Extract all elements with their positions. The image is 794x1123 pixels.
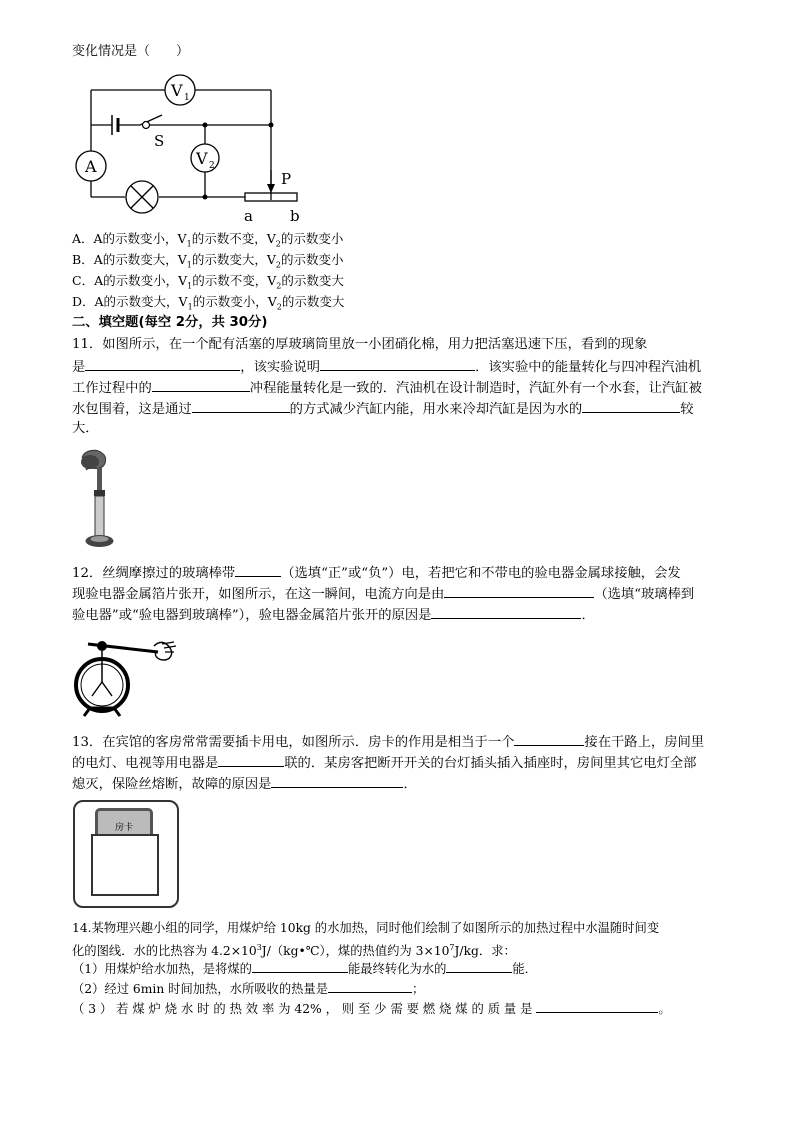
q12-line1: 12．丝绸摩擦过的玻璃棒带 （选填“正”或“负”）电，若把它和不带电的验电器金属球接触，会发 [72,562,681,584]
glass-cylinder-figure [70,448,120,553]
svg-text:2: 2 [209,161,215,171]
question-10-tail: 变化情况是（ ） [72,44,190,59]
q14-sub1: （1）用煤炉给水加热，是将煤的 能最终转化为水的 能． [72,958,537,979]
room-card: 房卡 [95,808,153,858]
q11-line2: 是 ，该实验说明 ．该实验中的能量转化与四冲程汽油机 [72,356,701,378]
q14-sub3: （ 3 ） 若 煤 炉 烧 水 时 的 热 效 率 为 42% ， 则 至 少 需 要 燃 烧 煤 的 质 量 是 。 [72,998,671,1019]
q11-line1: 11．如图所示，在一个配有活塞的厚玻璃筒里放一小团硝化棉，用力把活塞迅速下压，看到的现象 [72,337,648,352]
q11-line5: 大． [72,421,99,436]
q14-line1: 14.某物理兴趣小组的同学，用煤炉给 10kg 的水加热，同时他们绘制了如图所示的加热过程中水温随时间变 [72,921,660,935]
q11-line4: 水包围着，这是通过 的方式减少汽缸内能，用水来冷却汽缸是因为水的 较 [72,398,694,420]
q13-line1: 13．在宾馆的客房常常需要插卡用电，如图所示．房卡的作用是相当于一个 接在干路上，房间里 [72,731,704,753]
svg-text:P: P [281,170,292,188]
electroscope-figure [70,630,180,722]
section-title: 二、填空题(每空 2分，共 30分) [72,315,268,330]
svg-text:V: V [171,81,183,100]
option-b: B．A的示数变大，$V_1$的示数变大，$V_2$的示数变小 [72,252,344,270]
svg-text:V: V [196,149,208,168]
svg-text:1: 1 [184,93,190,103]
q12-line3: 验电器”或“验电器到玻璃棒”），验电器金属箔片张开的原因是 ． [72,604,595,626]
card-slot-figure [73,800,179,908]
svg-text:S: S [154,132,165,150]
q13-line3: 熄灭，保险丝熔断，故障的原因是 ． [72,773,417,795]
circuit-diagram [70,70,310,230]
svg-text:a: a [244,207,253,225]
option-c: C．A的示数变小，$V_1$的示数不变，$V_2$的示数变大 [72,273,344,291]
option-d: D．A的示数变大，$V_1$的示数变小，$V_2$的示数变大 [72,294,345,312]
q11-line3: 工作过程中的 冲程能量转化是一致的．汽油机在设计制造时，汽缸外有一个水套，让汽缸被 [72,377,702,399]
q12-line2: 现验电器金属箔片张开，如图所示，在这一瞬间，电流方向是由 （选填“玻璃棒到 [72,583,694,605]
card-holder [91,834,159,896]
svg-text:b: b [290,207,300,225]
q14-line2: 化的图线．水的比热容为 $4.2\times 10^3J/(kg•℃)$，煤的热值约为 $3\times 10^7J/kg$．求： [72,943,516,959]
svg-text:A: A [85,157,97,176]
q14-sub2: （2）经过 6min 时间加热，水所吸收的热量是 ； [72,978,424,999]
option-a: A．A的示数变小，$V_1$的示数不变，$V_2$的示数变小 [72,231,344,249]
q13-line2: 的电灯、电视等用电器是 联的．某房客把断开开关的台灯插头插入插座时，房间里其它电灯全部 [72,752,696,774]
